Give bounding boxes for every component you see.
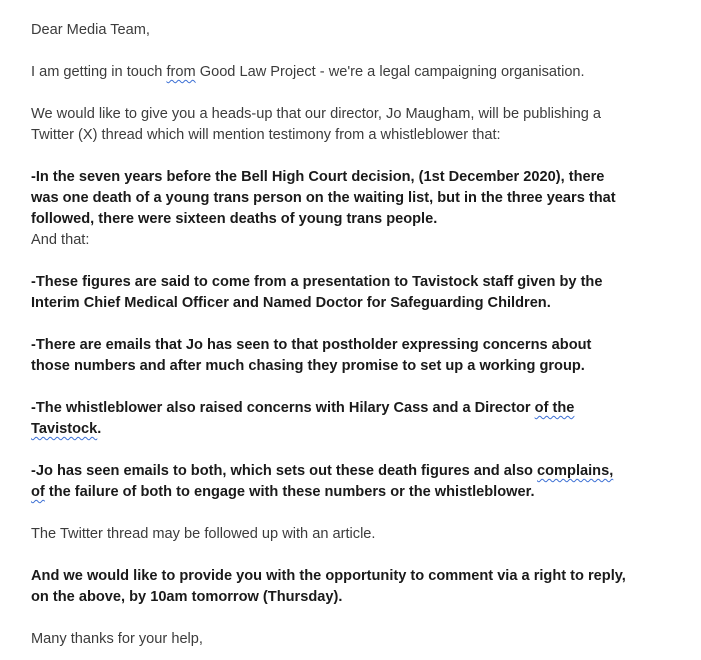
claim-whistleblower-concerns <box>31 398 574 440</box>
intro-text-end: Good Law Project - we're a legal campaigning organisation. <box>195 64 585 80</box>
followup-paragraph: The Twitter thread may be followed up with an article. <box>31 526 376 542</box>
signoff: Many thanks for your help, <box>31 631 203 647</box>
headsup-paragraph <box>31 104 601 146</box>
claim-line: was one death of a young trans person on the waiting list, but in the three years that <box>31 190 616 206</box>
claim-line <box>31 461 613 482</box>
claim-line: those numbers and after much chasing they promise to set up a working group. <box>31 358 585 374</box>
and-that: And that: <box>31 232 90 248</box>
claim-line: -These figures are said to come from a presentation to Tavistock staff given by the <box>31 274 603 290</box>
claim-text: -The whistleblower also raised concerns with Hilary Cass and a Director <box>31 400 535 416</box>
request-line: And we would like to provide you with the opportunity to comment via a right to reply, <box>31 568 626 584</box>
claim-line: Interim Chief Medical Officer and Named Doctor for Safeguarding Children. <box>31 295 551 311</box>
spellcheck-flag[interactable]: complains, <box>537 463 614 479</box>
claim-emails-both <box>31 461 613 503</box>
claim-text: -Jo has seen emails to both, which sets out these death figures and also <box>31 463 538 479</box>
spellcheck-flag[interactable]: of <box>31 484 45 500</box>
spellcheck-flag[interactable]: of the <box>534 400 575 416</box>
right-to-reply-request <box>31 566 626 608</box>
claim-text: the failure of both to engage with these numbers or the whistleblower. <box>44 484 535 500</box>
request-line: on the above, by 10am tomorrow (Thursday). <box>31 589 343 605</box>
intro-paragraph <box>31 62 585 83</box>
claim-line <box>31 398 574 419</box>
claim-emails-postholder <box>31 335 591 377</box>
headsup-line: We would like to give you a heads-up that our director, Jo Maugham, will be publishing a <box>31 106 602 122</box>
claim-line: -There are emails that Jo has seen to that postholder expressing concerns about <box>31 337 592 353</box>
headsup-line: Twitter (X) thread which will mention testimony from a whistleblower that: <box>31 127 501 143</box>
intro-text: I am getting in touch <box>31 64 167 80</box>
claim-line <box>31 419 574 440</box>
claim-line <box>31 482 613 503</box>
claim-line: -In the seven years before the Bell High Court decision, (1st December 2020), there <box>31 169 605 185</box>
claim-text: . <box>97 421 102 437</box>
spellcheck-flag[interactable]: Tavistock <box>31 421 98 437</box>
spellcheck-flag[interactable]: from <box>166 64 196 80</box>
claim-deaths <box>31 167 616 230</box>
greeting: Dear Media Team, <box>31 22 150 38</box>
claim-figures-source <box>31 272 602 314</box>
claim-line: followed, there were sixteen deaths of young trans people. <box>31 211 438 227</box>
